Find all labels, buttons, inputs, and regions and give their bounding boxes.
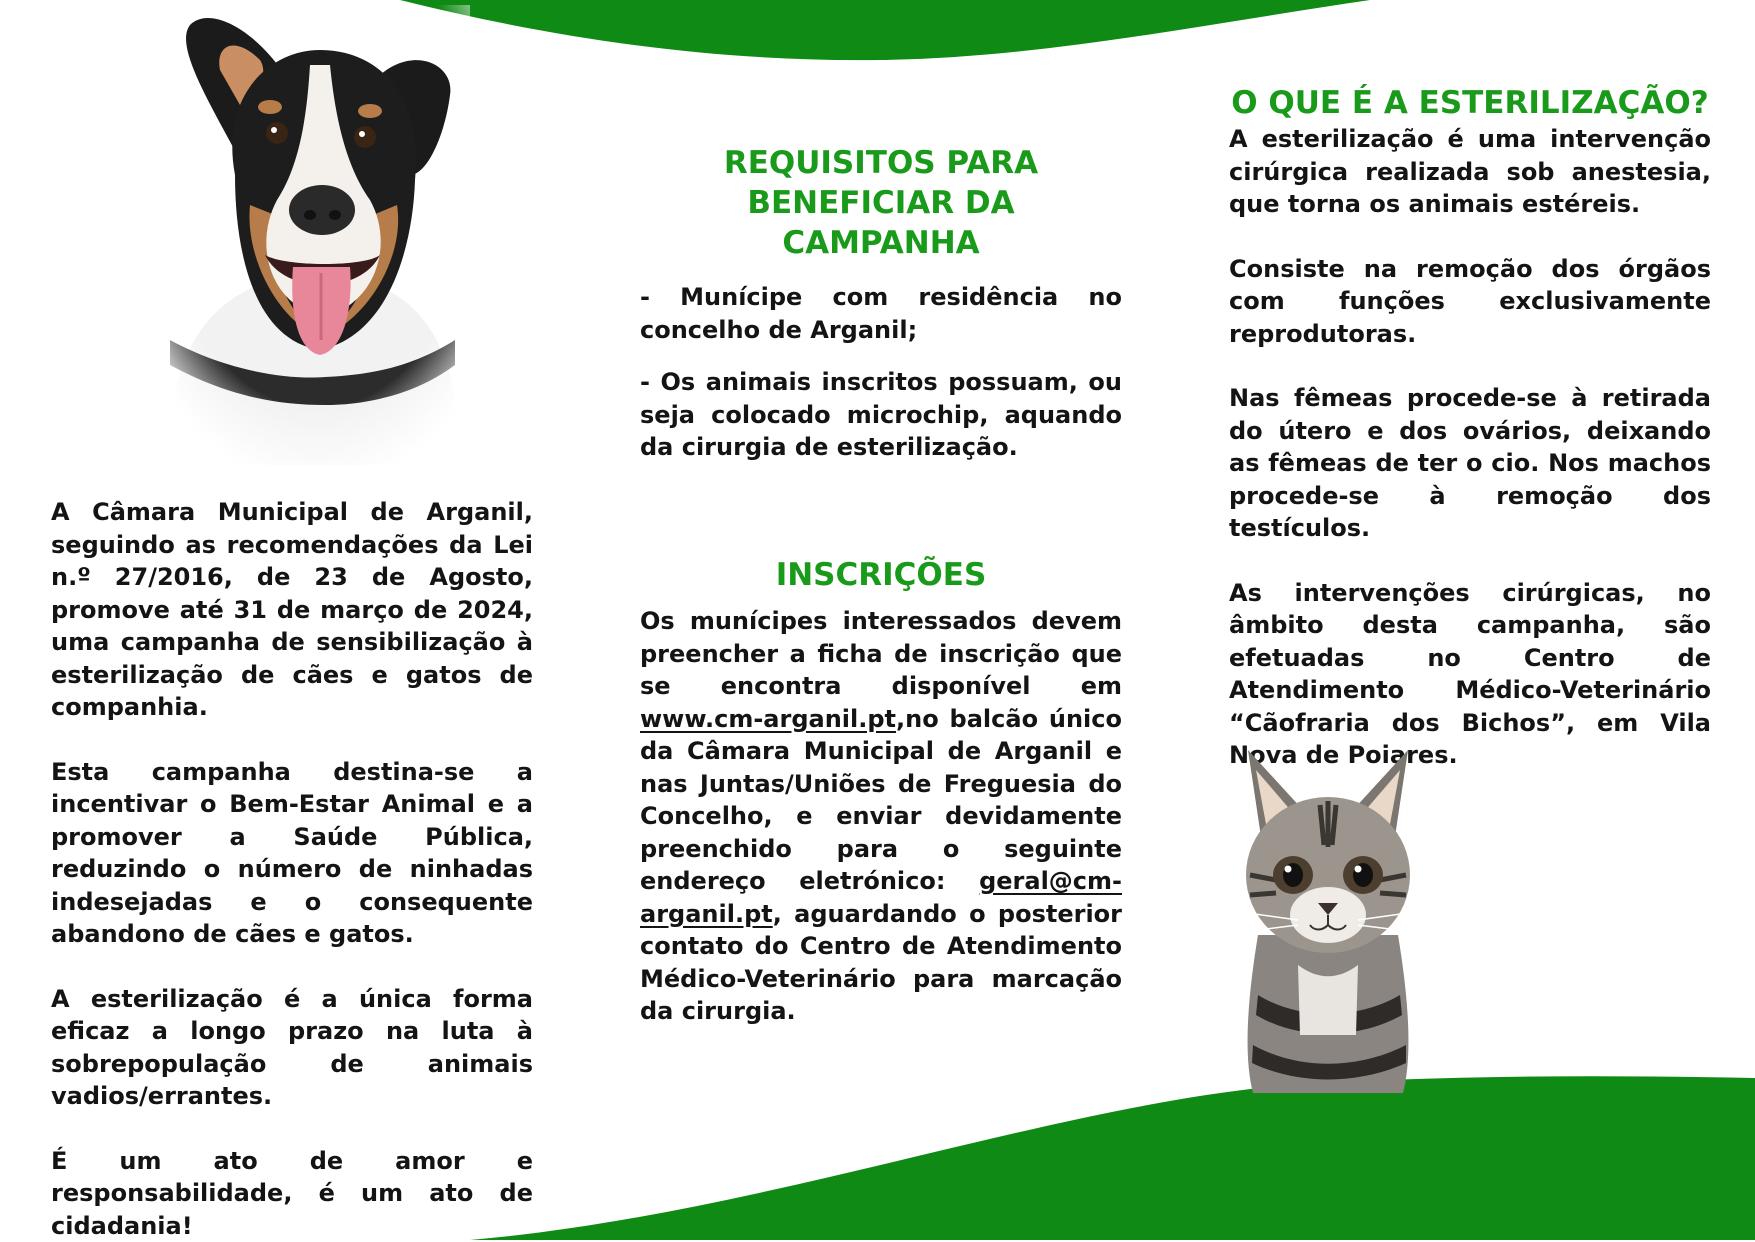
requirements-heading: REQUISITOS PARA BENEFICIAR DA CAMPANHA <box>640 143 1122 263</box>
website-link[interactable]: www.cm-arganil.pt <box>640 705 896 733</box>
right-column <box>1229 83 1711 772</box>
left-column <box>51 496 533 1242</box>
cat-photo-icon <box>1228 735 1428 1093</box>
registrations-text-c: , aguardando o posterior contato do Centro de Atendimento Médico-Veterinário para marcação da cirurgia. <box>640 900 1122 1026</box>
registrations-heading: INSCRIÇÕES <box>640 555 1122 595</box>
cat-image <box>1228 735 1428 1093</box>
requirement-residence: - Munícipe com residência no concelho de Arganil; <box>640 281 1122 346</box>
campaign-purpose-paragraph: Esta campanha destina-se a incentivar o Bem-Estar Animal e a promover a Saúde Pública, reduzindo o número de ninhadas indesejadas e o consequente abandono de cães e gatos. <box>51 756 533 951</box>
email-link[interactable]: geral@cm-arganil.pt <box>640 867 1122 928</box>
bottom-green-wave <box>470 1076 1755 1240</box>
registrations-text-b: ,no balcão único da Câmara Municipal de Arganil e nas Juntas/Uniões de Freguesia do Concelho, e enviar devidamente preenchido para o seguinte endereço eletrónico: <box>640 705 1122 896</box>
organ-removal-paragraph: Consiste na remoção dos órgãos com funções exclusivamente reprodutoras. <box>1229 253 1711 351</box>
dog-photo-icon <box>165 5 470 465</box>
what-is-sterilization-heading: O QUE É A ESTERILIZAÇÃO? <box>1221 83 1719 123</box>
intro-paragraph: A Câmara Municipal de Arganil, seguindo as recomendações da Lei n.º 27/2016, de 23 de Agosto, promove até 31 de março de 2024, uma campanha de sensibilização à esterilização de cães e gatos de companhia. <box>51 496 533 724</box>
definition-paragraph: A esterilização é uma intervenção cirúrgica realizada sob anestesia, que torna os animais estéreis. <box>1229 123 1711 221</box>
sterilization-effective-paragraph: A esterilização é a única forma eficaz a longo prazo na luta à sobrepopulação de animais vadios/errantes. <box>51 983 533 1113</box>
top-green-wave <box>400 0 1370 60</box>
requirements-section <box>640 143 1122 464</box>
registrations-text-a: Os munícipes interessados devem preencher a ficha de inscrição que se encontra disponível em <box>640 607 1122 700</box>
act-of-love-paragraph: É um ato de amor e responsabilidade, é um ato de cidadania! <box>51 1145 533 1242</box>
registrations-section <box>640 555 1122 1028</box>
dog-image <box>165 5 470 465</box>
interventions-location-paragraph: As intervenções cirúrgicas, no âmbito desta campanha, são efetuadas no Centro de Atendimento Médico-Veterinário “Cãofraria dos Bichos”, em Vila Nova de Poiares. <box>1229 577 1711 772</box>
requirement-microchip: - Os animais inscritos possuam, ou seja colocado microchip, aquando da cirurgia de esterilização. <box>640 366 1122 464</box>
females-males-paragraph: Nas fêmeas procede-se à retirada do útero e dos ovários, deixando as fêmeas de ter o cio. Nos machos procede-se à remoção dos testículos. <box>1229 382 1711 545</box>
registrations-paragraph <box>640 605 1122 1028</box>
